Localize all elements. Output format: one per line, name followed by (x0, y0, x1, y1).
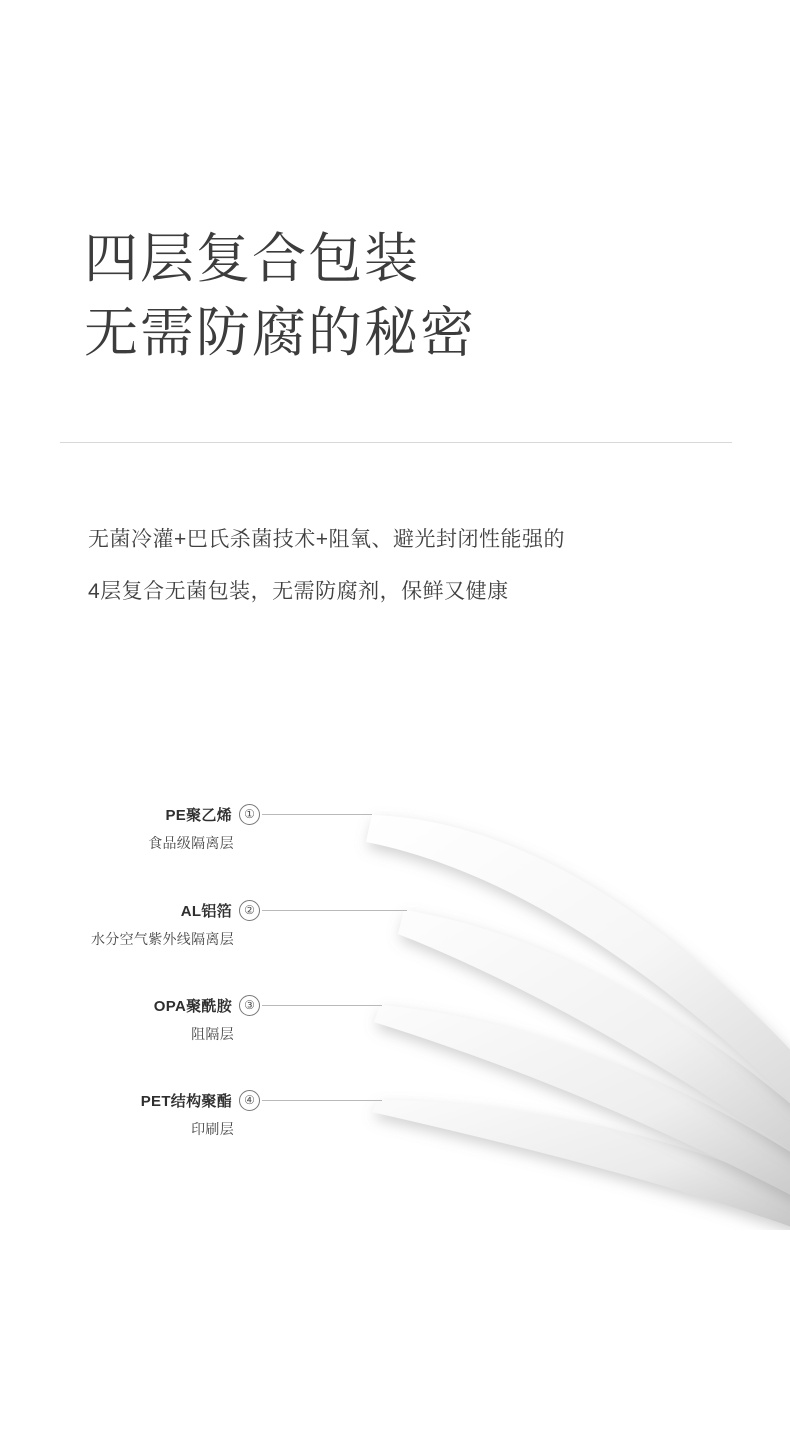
layer-label-4-name: PET结构聚酯 (140, 1093, 232, 1110)
layer-label-1 (10, 804, 260, 853)
layer-diagram (0, 760, 790, 1230)
divider (60, 442, 732, 443)
page-title-line-1: 四层复合包装 (84, 229, 420, 289)
layer-label-4-desc: 印刷层 (191, 1121, 234, 1137)
page-title-line-2: 无需防腐的秘密 (84, 303, 476, 363)
subtitle-line-1: 无菌冷灌+巴氏杀菌技术+阻氧、避光封闭性能强的 (88, 528, 566, 551)
leader-line-1 (262, 814, 372, 815)
layer-label-2 (0, 900, 260, 949)
leader-line-3 (262, 1005, 382, 1006)
layer-label-1-index: ① (239, 804, 260, 825)
page-title (84, 222, 724, 370)
leader-line-4 (262, 1100, 382, 1101)
layer-label-3-index: ③ (239, 995, 260, 1016)
layer-label-3-name: OPA聚酰胺 (153, 998, 232, 1015)
layer-label-2-desc: 水分空气紫外线隔离层 (91, 931, 234, 947)
layer-label-4-index: ④ (239, 1090, 260, 1111)
layer-label-1-desc: 食品级隔离层 (148, 835, 234, 851)
layer-label-3 (10, 995, 260, 1044)
layer-label-2-index: ② (239, 900, 260, 921)
leader-line-2 (262, 910, 407, 911)
subtitle-line-2: 4层复合无菌包装，无需防腐剂，保鲜又健康 (88, 580, 509, 603)
layer-label-3-desc: 阻隔层 (191, 1026, 234, 1042)
layer-label-4 (10, 1090, 260, 1139)
layer-label-2-name: AL铝箔 (180, 903, 232, 920)
subtitle (88, 514, 708, 618)
layer-label-1-name: PE聚乙烯 (165, 807, 232, 824)
